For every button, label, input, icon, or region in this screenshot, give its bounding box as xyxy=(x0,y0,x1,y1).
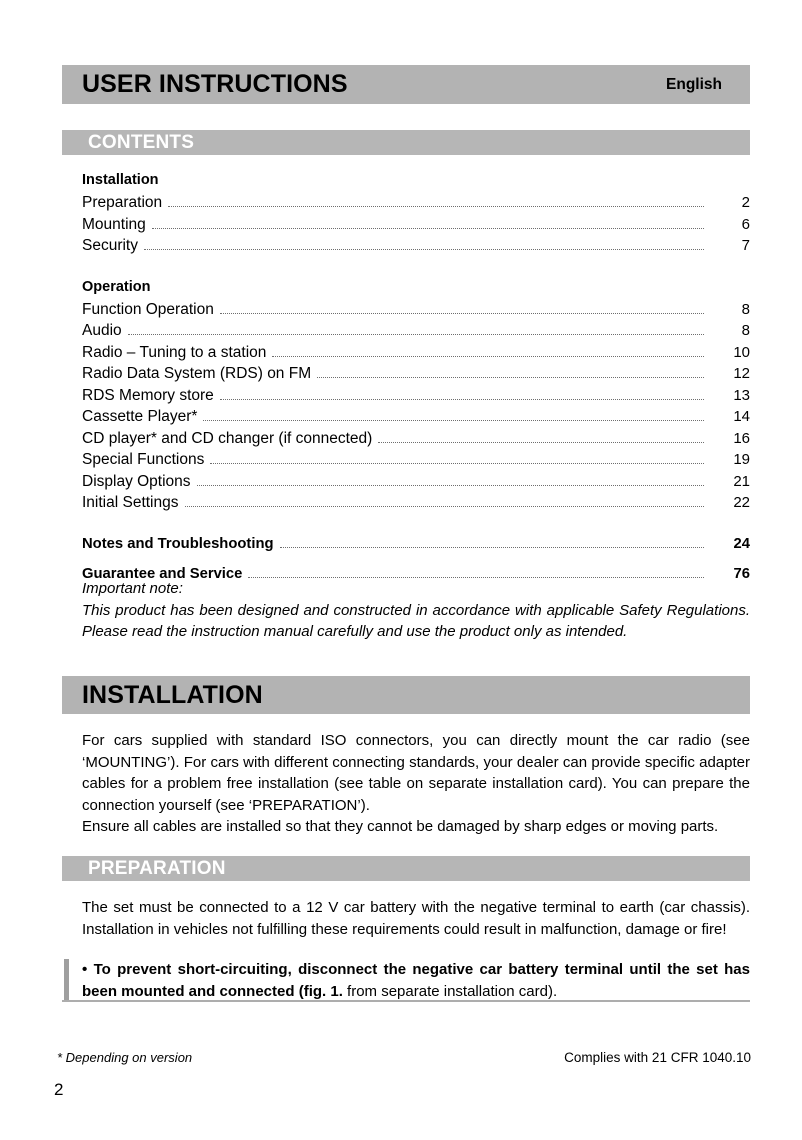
installation-paragraph-2: Ensure all cables are installed so that they cannot be damaged by sharp edges or moving parts. xyxy=(82,818,719,835)
toc-leader xyxy=(168,206,704,207)
toc-entry-title: Radio – Tuning to a station xyxy=(82,343,267,361)
toc-group-spacer xyxy=(82,257,750,277)
toc-entry-title: RDS Memory store xyxy=(82,386,214,404)
toc-entry[interactable] xyxy=(82,363,750,385)
toc-leader xyxy=(317,377,704,378)
toc-entry-title: CD player* and CD changer (if connected) xyxy=(82,429,373,447)
toc-leader xyxy=(378,442,704,443)
footer-compliance: Complies with 21 CFR 1040.10 xyxy=(564,1050,751,1065)
toc-entry-page: 19 xyxy=(733,451,750,468)
page-title: USER INSTRUCTIONS xyxy=(82,70,348,98)
toc-entry[interactable] xyxy=(82,192,750,214)
toc-entry-notes[interactable] xyxy=(82,534,750,556)
warning-bullet-icon: • xyxy=(82,961,88,978)
toc-entry[interactable] xyxy=(82,471,750,493)
section-band-preparation-label: PREPARATION xyxy=(88,858,226,879)
toc-leader xyxy=(185,506,705,507)
toc-entry[interactable] xyxy=(82,406,750,428)
installation-body xyxy=(82,730,750,838)
toc-entry-page: 76 xyxy=(733,566,750,582)
toc-entry[interactable] xyxy=(82,299,750,321)
language-label: English xyxy=(666,75,722,93)
section-band-installation-label: INSTALLATION xyxy=(82,680,263,709)
toc-group-heading-installation: Installation xyxy=(82,172,159,188)
toc-entry-title: Cassette Player* xyxy=(82,408,198,425)
toc-entry[interactable] xyxy=(82,385,750,407)
toc-entry-title: Radio Data System (RDS) on FM xyxy=(82,365,312,382)
important-note-body: This product has been designed and constructed in accordance with applicable Safety Regulations. Please read the instruction manual carefully and use the product only as intended. xyxy=(82,601,750,640)
toc-entry-title: Mounting xyxy=(82,215,146,233)
footnote-depending-on-version: * Depending on version xyxy=(57,1050,193,1065)
important-note xyxy=(82,578,750,643)
toc-entry[interactable] xyxy=(82,428,750,450)
toc-group-spacer xyxy=(82,514,750,534)
section-band-contents xyxy=(62,130,750,155)
toc-leader xyxy=(220,313,704,314)
toc-entry-title: Audio xyxy=(82,322,122,339)
warning-normal-text: from separate installation card). xyxy=(342,982,558,1000)
toc-leader xyxy=(197,485,704,486)
toc-entry[interactable] xyxy=(82,492,750,514)
section-band-contents-label: CONTENTS xyxy=(88,132,195,153)
toc-leader xyxy=(220,399,704,400)
toc-entry-title: Preparation xyxy=(82,194,163,211)
toc-entry-title: Function Operation xyxy=(82,300,214,318)
warning-block xyxy=(64,959,750,1002)
toc-entry-page: 16 xyxy=(733,429,750,447)
toc-entry-spacer xyxy=(82,555,750,564)
toc-entry-page: 12 xyxy=(733,365,750,382)
toc-leader xyxy=(210,463,704,464)
toc-entry-page: 10 xyxy=(733,343,750,361)
preparation-paragraph-1: The set must be connected to a 12 V car battery with the negative terminal to earth (car chassis). Installation in vehicles not fulfilling these requirements could result in malfunction, damage or fire! xyxy=(82,899,750,938)
toc-leader xyxy=(272,356,704,357)
warning-text xyxy=(82,959,750,1002)
toc-entry[interactable] xyxy=(82,449,750,471)
installation-paragraph-1: For cars supplied with standard ISO connectors, you can directly mount the car radio (see ‘MOUNTING’). For cars with different connecting standards, your dealer can provide specific adapter cables for a problem free installation (see table on separate installation card). You can prepare the connection yourself (see ‘PREPARATION’). xyxy=(82,732,750,814)
toc-entry-page: 13 xyxy=(733,386,750,404)
important-note-label: Important note: xyxy=(82,580,183,597)
toc-entry-page: 6 xyxy=(741,215,750,233)
section-band-installation xyxy=(62,676,750,714)
toc-entry-title: Guarantee and Service xyxy=(82,566,243,582)
toc-leader xyxy=(144,249,704,250)
toc-entry[interactable] xyxy=(82,342,750,364)
toc-entry[interactable] xyxy=(82,320,750,342)
toc-entry-page: 7 xyxy=(741,237,750,254)
page-number: 2 xyxy=(54,1080,64,1099)
toc-entry-title: Special Functions xyxy=(82,451,205,468)
toc-entry-title: Notes and Troubleshooting xyxy=(82,535,274,552)
toc-group-heading-operation: Operation xyxy=(82,278,151,295)
toc-entry-title: Initial Settings xyxy=(82,494,179,511)
toc-entry-page: 22 xyxy=(733,494,750,511)
toc-entry-page: 8 xyxy=(741,300,750,318)
section-band-preparation xyxy=(62,856,750,881)
toc-entry-page: 14 xyxy=(733,408,750,425)
toc-entry-title: Display Options xyxy=(82,472,191,490)
toc-entry-page: 21 xyxy=(733,472,750,490)
preparation-body xyxy=(82,897,750,940)
toc-leader xyxy=(203,420,704,421)
toc-entry[interactable] xyxy=(82,235,750,257)
toc-leader xyxy=(152,228,704,229)
toc-entry-page: 24 xyxy=(733,535,750,552)
warning-bold-text: To prevent short-circuiting, disconnect the negative car battery terminal until the set has been mounted and connected xyxy=(82,961,750,1000)
warning-rule xyxy=(62,1000,750,1002)
table-of-contents xyxy=(82,170,750,586)
toc-entry-title: Security xyxy=(82,237,138,254)
toc-leader xyxy=(280,547,704,548)
toc-entry[interactable] xyxy=(82,214,750,236)
document-header xyxy=(62,65,750,104)
toc-entry-page: 2 xyxy=(741,194,750,211)
warning-side-bar xyxy=(64,959,69,1001)
toc-entry-page: 8 xyxy=(741,322,750,339)
toc-leader xyxy=(128,334,704,335)
warning-bold-tail: (fig. 1. xyxy=(298,982,343,1000)
